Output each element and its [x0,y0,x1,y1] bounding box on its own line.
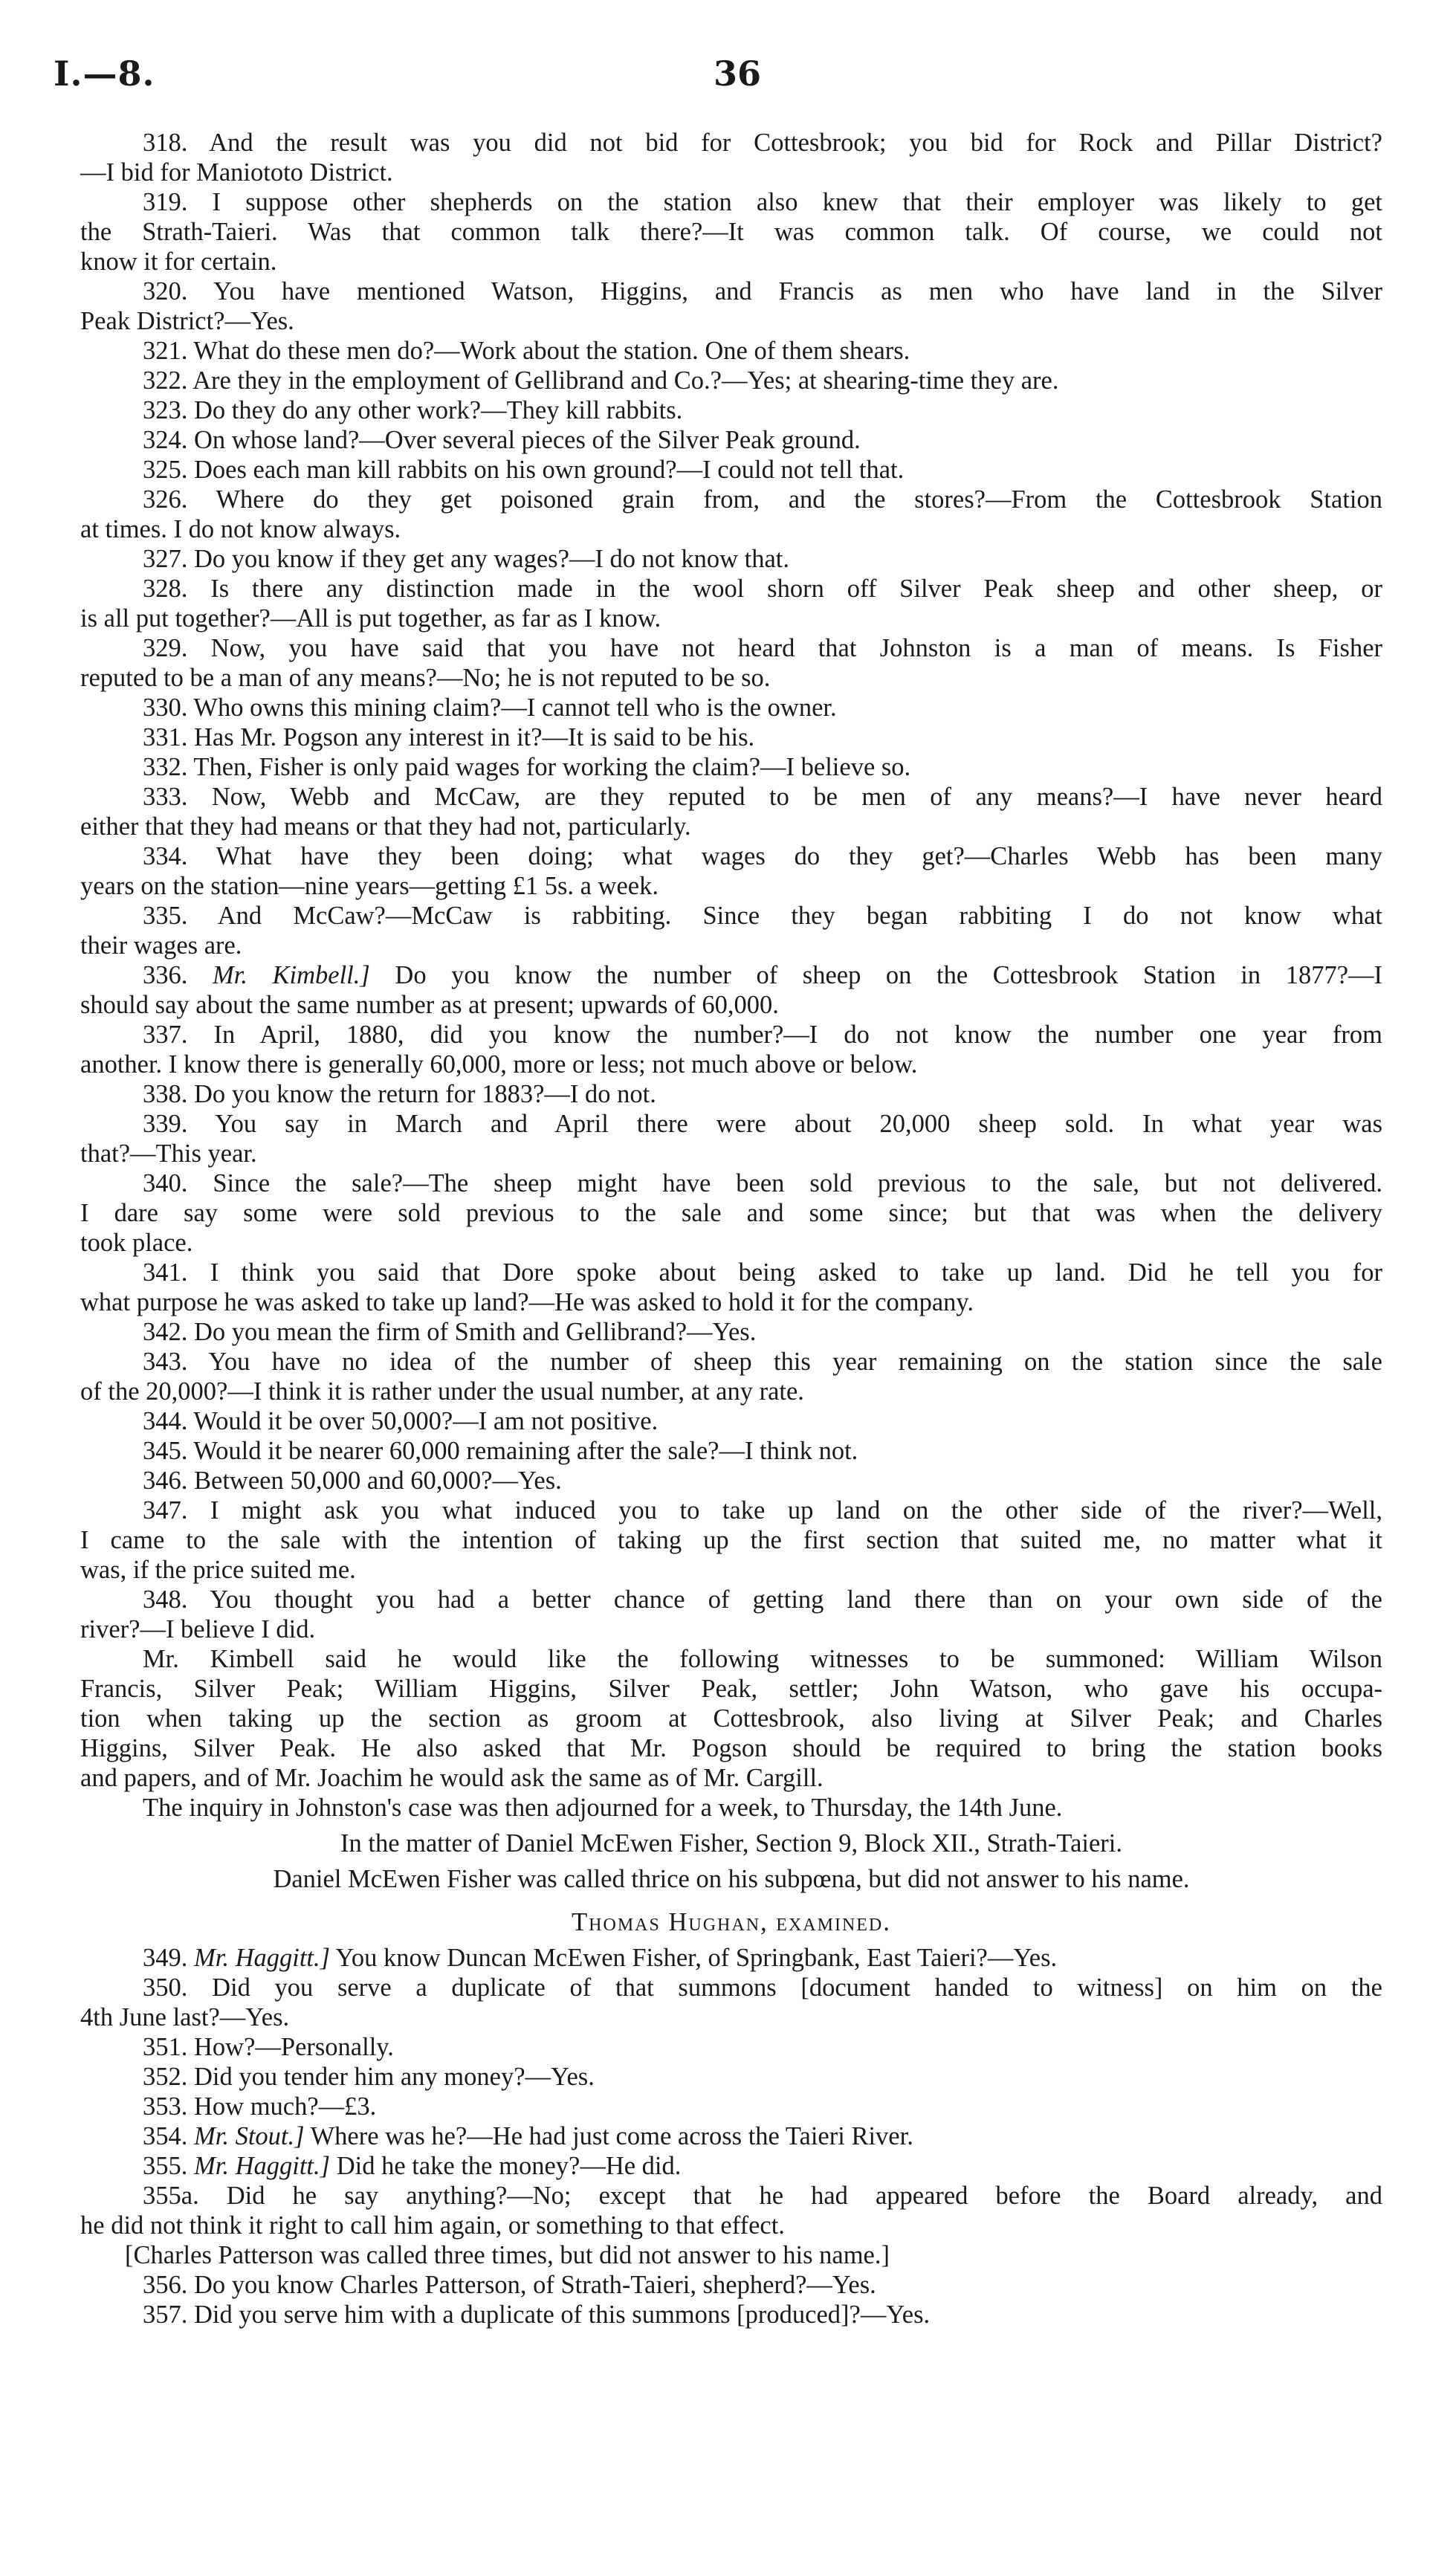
text-line: is all put together?—All is put together, as far as I know. [80,604,661,633]
text-line: 320. You have mentioned Watson, Higgins, and Francis as men who have land in the Silver [143,277,1382,305]
text-line: Francis, Silver Peak; William Higgins, Silver Peak, settler; John Watson, who gave his occupa- [80,1675,1382,1703]
text-line: the Strath-Taieri. Was that common talk there?—It was common talk. Of course, we could not [80,218,1382,246]
text-line: 333. Now, Webb and McCaw, are they reputed to be men of any means?—I have never heard [143,783,1382,811]
document-body [80,128,1382,2330]
text-line: either that they had means or that they had not, particularly. [80,812,691,841]
text-line: 350. Did you serve a duplicate of that summons [document handed to witness] on him on the [143,1973,1382,2002]
text-line: 357. Did you serve him with a duplicate of this summons [produced]?—Yes. [143,2301,931,2329]
text-line: reputed to be a man of any means?—No; he is not reputed to be so. [80,664,771,692]
text-line: he did not think it right to call him again, or something to that effect. [80,2211,785,2240]
text-line: 335. And McCaw?—McCaw is rabbiting. Since they began rabbiting I do not know what [143,902,1382,930]
question-number: 349. [143,1944,188,1972]
text-line: 321. What do these men do?—Work about the station. One of them shears. [143,337,910,365]
text-line: tion when taking up the section as groom at Cottesbrook, also living at Silver Peak; and Charles [80,1704,1382,1733]
text-line: 329. Now, you have said that you have not heard that Johnston is a man of means. Is Fisher [143,634,1382,662]
text-line: 343. You have no idea of the number of sheep this year remaining on the station since the sale [143,1348,1382,1376]
text-line [80,960,1382,990]
bracket-note: [Charles Patterson was called three times, but did not answer to his name.] [125,2241,890,2269]
text-line: Higgins, Silver Peak. He also asked that Mr. Pogson should be required to bring the station books [80,1734,1382,1762]
text-line: 356. Do you know Charles Patterson, of Strath-Taieri, shepherd?—Yes. [143,2271,876,2299]
text-line: 342. Do you mean the firm of Smith and Gellibrand?—Yes. [143,1318,757,1346]
page-header [0,54,1456,120]
text-line: Daniel McEwen Fisher was called thrice on his subpœna, but did not answer to his name. [273,1865,1190,1893]
text-line: 353. How much?—£3. [143,2092,377,2121]
text-line: 338. Do you know the return for 1883?—I do not. [143,1080,656,1108]
speaker-name: Mr. Haggitt.] [194,2152,331,2180]
text-line [80,1943,1382,1973]
text-line [80,2121,1382,2151]
text-line: and papers, and of Mr. Joachim he would ask the same as of Mr. Cargill. [80,1764,824,1792]
text-line: 325. Does each man kill rabbits on his own ground?—I could not tell that. [143,456,905,484]
text-line: 4th June last?—Yes. [80,2003,290,2031]
speaker-name: Mr. Haggitt.] [194,1944,331,1972]
matter-heading: In the matter of Daniel McEwen Fisher, Section 9, Block XII., Strath-Taieri. [340,1829,1122,1858]
text-line: 348. You thought you had a better chance of getting land there than on your own side of the [143,1585,1382,1614]
text-line: that?—This year. [80,1139,257,1168]
text-line: 352. Did you tender him any money?—Yes. [143,2063,595,2091]
text-line: Peak District?—Yes. [80,307,294,335]
text-line: should say about the same number as at present; upwards of 60,000. [80,991,779,1019]
text-line: another. I know there is generally 60,000, more or less; not much above or below. [80,1050,918,1079]
text-line: I dare say some were sold previous to the sale and some since; but that was when the delivery [80,1199,1382,1227]
text-line: was, if the price suited me. [80,1556,356,1584]
text-line: 345. Would it be nearer 60,000 remaining after the sale?—I think not. [143,1437,858,1465]
text-line: of the 20,000?—I think it is rather under the usual number, at any rate. [80,1377,804,1406]
text-line: 326. Where do they get poisoned grain from, and the stores?—From the Cottesbrook Station [143,485,1382,514]
question-number: 336. [143,961,188,989]
text-line: 347. I might ask you what induced you to take up land on the other side of the river?—Well, [143,1496,1382,1525]
witness-heading: Thomas Hughan, examined. [572,1908,891,1936]
question-text: Do you know the number of sheep on the Cottesbrook Station in 1877?—I [395,961,1383,989]
text-line: Mr. Kimbell said he would like the following witnesses to be summoned: William Wilson [143,1645,1382,1673]
text-line: 323. Do they do any other work?—They kill rabbits. [143,396,683,424]
text-line: 322. Are they in the employment of Gellibrand and Co.?—Yes; at shearing-time they are. [143,366,1059,395]
text-line: took place. [80,1229,193,1257]
document-reference: I.—8. [54,54,155,94]
text-line: 341. I think you said that Dore spoke about being asked to take up land. Did he tell you for [143,1258,1382,1287]
text-line: what purpose he was asked to take up land?—He was asked to hold it for the company. [80,1288,974,1316]
text-line: 334. What have they been doing; what wages do they get?—Charles Webb has been many [143,842,1382,870]
text-line: their wages are. [80,931,242,960]
text-line: 344. Would it be over 50,000?—I am not positive. [143,1407,659,1435]
text-line: I came to the sale with the intention of taking up the first section that suited me, no matter what it [80,1526,1382,1554]
text-line: 324. On whose land?—Over several pieces of the Silver Peak ground. [143,426,861,454]
text-line: 318. And the result was you did not bid for Cottesbrook; you bid for Rock and Pillar District? [143,129,1382,157]
text-line: 340. Since the sale?—The sheep might have been sold previous to the sale, but not delivered. [143,1169,1382,1197]
question-text: You know Duncan McEwen Fisher, of Springbank, East Taieri?—Yes. [335,1944,1058,1972]
text-line: river?—I believe I did. [80,1615,316,1643]
text-line: years on the station—nine years—getting £1 5s. a week. [80,872,659,900]
question-text: Where was he?—He had just come across the Taieri River. [310,2122,913,2150]
text-line: 355a. Did he say anything?—No; except that he had appeared before the Board already, and [143,2182,1382,2210]
text-line: 331. Has Mr. Pogson any interest in it?—It is said to be his. [143,723,755,751]
text-line: 351. How?—Personally. [143,2033,394,2061]
page-number: 36 [714,54,762,94]
text-line: at times. I do not know always. [80,515,401,543]
speaker-name: Mr. Stout.] [194,2122,305,2150]
text-line: 337. In April, 1880, did you know the number?—I do not know the number one year from [143,1021,1382,1049]
text-line: know it for certain. [80,248,277,276]
text-line: —I bid for Maniototo District. [80,158,393,187]
text-line: The inquiry in Johnston's case was then adjourned for a week, to Thursday, the 14th June. [143,1794,1063,1822]
text-line: 319. I suppose other shepherds on the station also knew that their employer was likely to get [143,188,1382,216]
text-line: 339. You say in March and April there were about 20,000 sheep sold. In what year was [143,1110,1382,1138]
text-line: 330. Who owns this mining claim?—I cannot tell who is the owner. [143,694,837,722]
question-number: 355. [143,2152,188,2180]
text-line: 327. Do you know if they get any wages?—I do not know that. [143,545,790,573]
speaker-name: Mr. Kimbell.] [212,961,370,989]
text-line: 332. Then, Fisher is only paid wages for working the claim?—I believe so. [143,753,911,781]
text-line: 346. Between 50,000 and 60,000?—Yes. [143,1467,562,1495]
text-line: 328. Is there any distinction made in the wool shorn off Silver Peak sheep and other sheep, or [143,575,1382,603]
question-number: 354. [143,2122,188,2150]
question-text: Did he take the money?—He did. [336,2152,682,2180]
text-line [80,2151,1382,2181]
